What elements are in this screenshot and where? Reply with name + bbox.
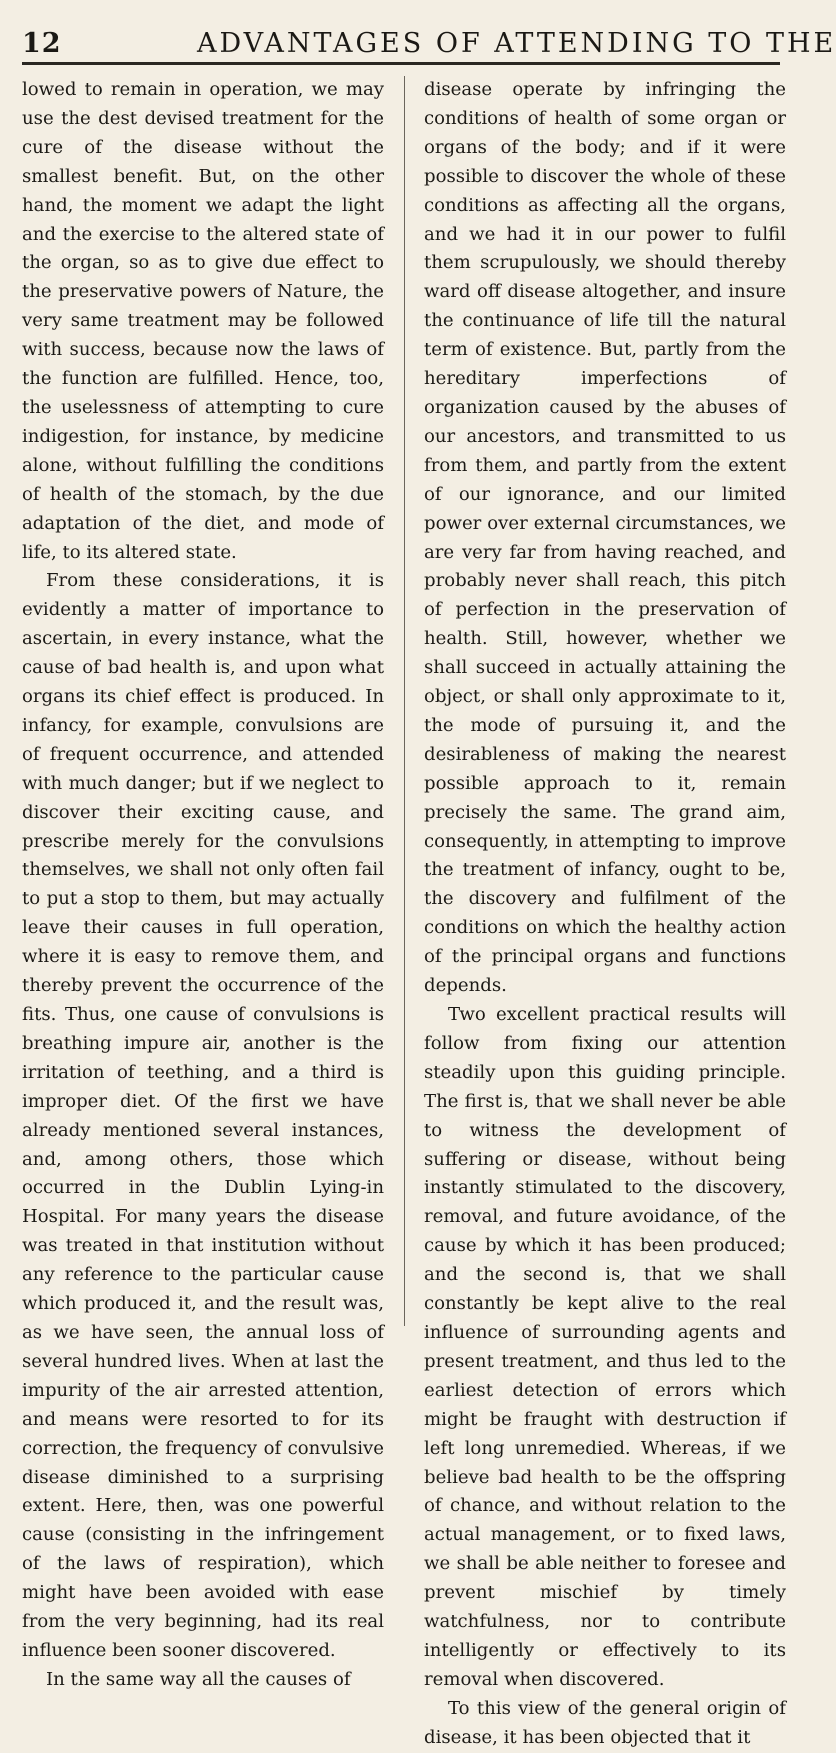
right-column	[424, 76, 786, 1748]
paragraph: lowed to remain in operation, we may use the dest devised treatment for the cure of the disease without the smallest benefit. But, on the other hand, the moment we adapt the light and the exercise to the altered state of the organ, so as to give due effect to the preservative powers of Nature, the very same treatment may be followed with success, because now the laws of the function are fulfilled. Hence, too, the uselessness of attempting to cure indigestion, for instance, by medicine alone, without fulfilling the conditions of health of the stomach, by the due adaptation of the diet, and mode of life, to its altered state.	[22, 79, 384, 563]
left-column	[22, 76, 384, 1690]
page-number: 12	[22, 28, 62, 59]
paragraph: Two excellent practical results will follow from fixing our attention steadily upon this guiding principle. The first is, that we shall never be able to witness the development of suffering or disease, without being instantly stimulated to the discovery, removal, and future avoidance, of the cause by which it has been produced; and the second is, that we shall constantly be kept alive to the real influence of surrounding agents and present treatment, and thus led to the earliest detection of errors which might be fraught with destruction if left long unremedied. Whereas, if we believe bad health to be the offspring of chance, and without relation to the actual management, or to fixed laws, we shall be able neither to foresee and prevent mischief by timely watchfulness, nor to contribute intelligently or effectively to its removal when discovered.	[424, 1004, 786, 1690]
page-header	[22, 20, 836, 64]
paragraph: From these considerations, it is evidently a matter of importance to ascertain, in every instance, what the cause of bad health is, and upon what organs its chief effect is produced. In infancy, for example, convulsions are of frequent occurrence, and attended with much danger; but if we neglect to discover their exciting cause, and prescribe merely for the convulsions themselves, we shall not only often fail to put a stop to them, but may actually leave their causes in full operation, where it is easy to remove them, and thereby prevent the occurrence of the fits. Thus, one cause of convulsions is breathing impure air, another is the irritation of teething, and a third is improper diet. Of the first we have already mentioned several instances, and, among others, those which occurred in the Dublin Lying-in Hospital. For many years the disease was treated in that institution without any reference to the particular cause which produced it, and the result was, as we have seen, the annual loss of several hundred lives. When at last the impurity of the air arrested attention, and means were resorted to for its correction, the frequency of convulsive disease diminished to a surprising extent. Here, then, was one powerful cause (consisting in the infringement of the laws of respiration), which might have been avoided with ease from the very beginning, had its real influence been sooner discovered.	[22, 570, 384, 1661]
paragraph: To this view of the general origin of disease, it has been objected that it	[424, 1697, 786, 1748]
column-divider	[404, 76, 405, 1326]
paragraph: disease operate by infringing the conditions of health of some organ or organs of the body; and if it were possible to discover the whole of these conditions as affecting all the organs, and we had it in our power to fulfil them scrupulously, we should thereby ward off disease altogether, and insure the continuance of life till the natural term of existence. But, partly from the hereditary imperfections of organization caused by the abuses of our ancestors, and transmitted to us from them, and partly from the extent of our ignorance, and our limited power over external circumstances, we are very far from having reached, and probably never shall reach, this pitch of perfection in the preservation of health. Still, however, whether we shall succeed in actually attaining the object, or shall only approximate to it, the mode of pursuing it, and the desirableness of making the nearest possible approach to it, remain precisely the same. The grand aim, consequently, in attempting to improve the treatment of infancy, ought to be, the discovery and fulfilment of the conditions on which the healthy action of the principal organs and functions depends.	[424, 79, 786, 997]
paragraph: In the same way all the causes of	[46, 1668, 351, 1690]
header-rule	[22, 62, 780, 65]
running-head: ADVANTAGES OF ATTENDING TO THE	[197, 28, 836, 59]
